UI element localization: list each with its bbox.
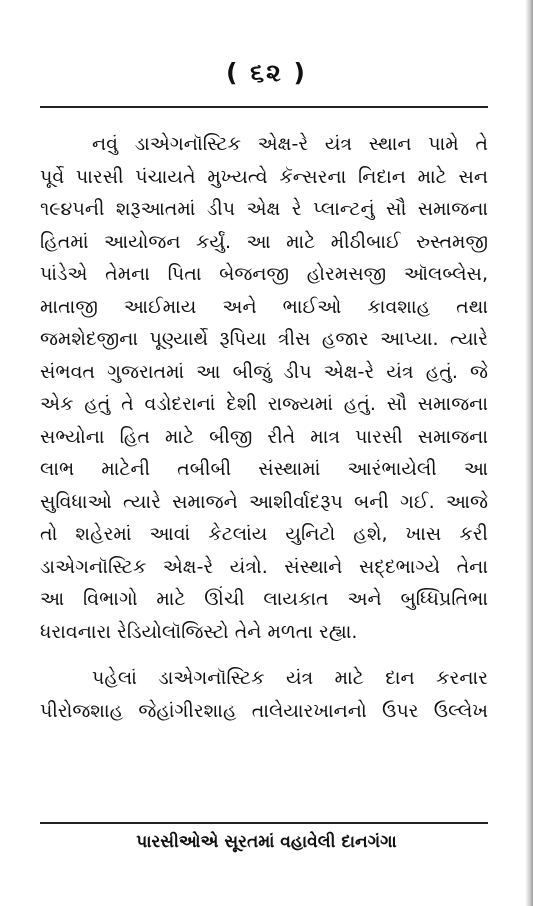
text-line: સુવિધાઓ ત્યારે સમાજને આશીર્વાદરૂપ બની ગઈ. આજે — [40, 490, 488, 513]
text-line: ધરાવનારા રેડિયોલૉજિસ્ટો તેને મળતા રહ્યા. — [40, 620, 358, 643]
text-line: પીરોજશાહ જેહાંગીરશાહ તાલેયારખાનનો ઉપર ઉલ્લેખ — [40, 699, 488, 722]
text-line: સંભવત ગુજરાતમાં આ બીજું ડીપ એક્ષ-રે યંત્ર હતું. જે — [40, 360, 488, 383]
page-number: ( ૬૨ ) — [226, 58, 307, 87]
text-line: સભ્યોના હિત માટે બીજી રીતે માત્ર પારસી સમાજના — [40, 425, 488, 448]
text-line: પહેલાં ડાએગનૉસ્ટિક યંત્ર માટે દાન કરનાર — [92, 667, 488, 689]
text-line: તો શહેરમાં આવાં કેટલાંય યુનિટો હશે, ખાસ કરી — [40, 523, 488, 545]
text-line: ડાએગનૉસ્ટિક એક્ષ-રે યંત્રો. સંસ્થાને સદ્દભાગ્યે તેના — [40, 555, 488, 578]
text-line: હિતમાં આયોજન કર્યું. આ માટે મીઠીબાઈ રુસ્તમજી — [40, 230, 488, 253]
text-line: ૧૯૪૫ની શરૂઆતમાં ડીપ એક્ષ રે પ્લાન્ટનું સૌ સમાજના — [40, 198, 488, 220]
body-text — [40, 128, 488, 727]
text-line: આ વિભાગો માટે ઊંચી લાયકાત અને બુધ્ધિપ્રતિભા — [40, 588, 488, 610]
text-line: લાભ માટેની તબીબી સંસ્થામાં આરંભાયેલી આ — [40, 458, 488, 480]
text-line: માતાજી આઈમાય અને ભાઈઓ કાવશાહ તથા — [40, 295, 488, 318]
paragraph — [40, 128, 488, 648]
bottom-divider — [40, 822, 488, 824]
text-line: પાંડેએ તેમના પિતા બેજનજી હોરમસજી ઑલબ્લેસ, — [40, 263, 488, 285]
scanned-page-edge — [525, 0, 533, 906]
text-line: નવું ડાએગનૉસ્ટિક એક્ષ-રે યંત્ર સ્થાન પામે તે — [92, 133, 488, 155]
paragraph — [40, 662, 488, 727]
text-line: પૂર્વે પારસી પંચાયતે મુખ્યત્વે કૅન્સરના નિદાન માટે સન — [40, 165, 488, 188]
running-footer-title: પારસીઓએ સૂરતમાં વહાવેલી દાનગંગા — [136, 832, 397, 852]
top-divider — [40, 106, 488, 108]
text-line: એક હતું તે વડોદરાનાં દેશી રાજ્યમાં હતું. સૌ સમાજના — [40, 393, 488, 415]
text-line: જમશેદજીના પૂણ્યાર્થે રૂપિયા ત્રીસ હજાર આપ્યા. ત્યારે — [40, 328, 488, 350]
paragraph-gap — [40, 648, 488, 662]
